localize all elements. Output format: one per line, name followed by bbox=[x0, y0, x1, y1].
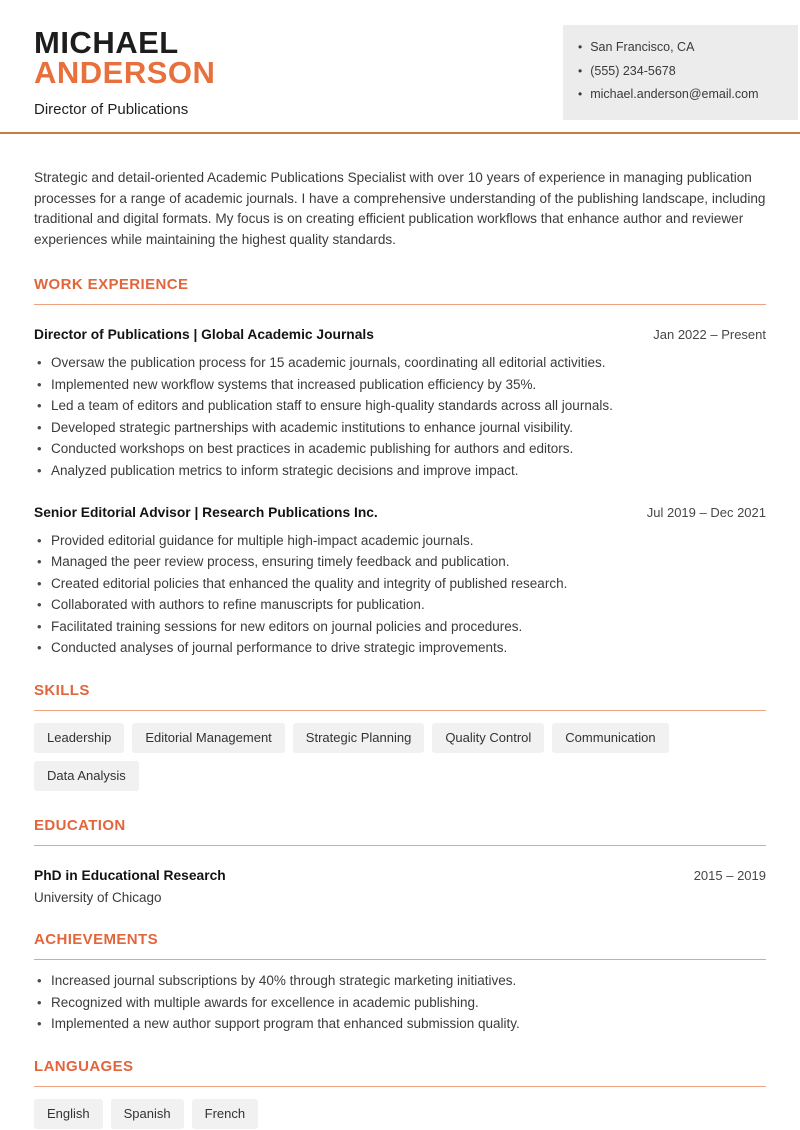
skill-tag: Leadership bbox=[34, 723, 124, 753]
language-tag: English bbox=[34, 1099, 103, 1129]
job-bullet: • Collaborated with authors to refine manuscripts for publication. bbox=[34, 597, 766, 613]
summary-paragraph: Strategic and detail-oriented Academic Publications Specialist with over 10 years of experience in managing publication processes for a range of academic journals. I have a comprehensive understanding of the publishing landscape, including traditional and digital formats. My focus is on creating efficient publication workflows that enhance author and reviewer experiences while maintaining the highest quality standards. bbox=[34, 170, 766, 247]
resume-body bbox=[0, 168, 800, 1129]
skill-tag: Communication bbox=[552, 723, 668, 753]
section-work-experience bbox=[34, 276, 766, 656]
job-entry bbox=[34, 505, 766, 657]
section-skills bbox=[34, 682, 766, 791]
job-bullet: • Conducted workshops on best practices in academic publishing for authors and editors. bbox=[34, 441, 766, 457]
first-name: MICHAEL bbox=[34, 25, 179, 60]
job-bullet-list bbox=[34, 355, 766, 479]
last-name: ANDERSON bbox=[34, 55, 216, 90]
skills-heading: SKILLS bbox=[34, 682, 766, 711]
job-entry bbox=[34, 327, 766, 479]
contact-location bbox=[578, 36, 783, 60]
job-dates: Jul 2019 – Dec 2021 bbox=[646, 504, 766, 520]
job-bullet: • Analyzed publication metrics to inform strategic decisions and improve impact. bbox=[34, 463, 766, 479]
job-bullet: • Implemented new workflow systems that increased publication efficiency by 35%. bbox=[34, 377, 766, 393]
bullet-icon: • bbox=[578, 63, 583, 78]
achievement-bullet: • Recognized with multiple awards for excellence in academic publishing. bbox=[34, 995, 766, 1011]
job-bullet: • Managed the peer review process, ensuring timely feedback and publication. bbox=[34, 554, 766, 570]
skill-tag: Strategic Planning bbox=[293, 723, 425, 753]
job-title: Director of Publications | Global Academic Journals bbox=[34, 327, 374, 343]
skill-tag: Quality Control bbox=[432, 723, 544, 753]
bullet-icon: • bbox=[578, 40, 583, 54]
resume-header bbox=[0, 0, 800, 119]
contact-email bbox=[578, 83, 783, 107]
section-achievements bbox=[34, 931, 766, 1032]
job-entry-header bbox=[34, 505, 766, 520]
job-entry-header bbox=[34, 327, 766, 342]
education-dates: 2015 – 2019 bbox=[693, 868, 766, 884]
job-bullet: • Developed strategic partnerships with academic institutions to enhance journal visibility. bbox=[34, 420, 766, 436]
job-bullet: • Provided editorial guidance for multiple high-impact academic journals. bbox=[34, 533, 766, 549]
section-languages bbox=[34, 1058, 766, 1129]
skill-tag: Editorial Management bbox=[132, 723, 284, 753]
skill-tag: Data Analysis bbox=[34, 761, 139, 791]
skills-tag-row bbox=[34, 723, 766, 791]
achievement-bullet: • Implemented a new author support program that enhanced submission quality. bbox=[34, 1016, 766, 1032]
contact-card bbox=[563, 25, 798, 120]
languages-tag-row bbox=[34, 1099, 766, 1129]
education-heading: EDUCATION bbox=[34, 817, 766, 846]
job-bullet: • Oversaw the publication process for 15 academic journals, coordinating all editorial activities. bbox=[34, 355, 766, 371]
section-education bbox=[34, 817, 766, 905]
job-bullet: • Led a team of editors and publication staff to ensure high-quality standards across all journals. bbox=[34, 398, 766, 414]
job-title: Senior Editorial Advisor | Research Publications Inc. bbox=[34, 504, 378, 520]
work-experience-heading: WORK EXPERIENCE bbox=[34, 276, 766, 305]
contact-phone-text: (555) 234-5678 bbox=[590, 63, 676, 78]
contact-email-text: michael.anderson@email.com bbox=[590, 87, 759, 101]
language-tag: Spanish bbox=[111, 1099, 184, 1129]
education-school: University of Chicago bbox=[34, 890, 162, 906]
language-tag: French bbox=[192, 1099, 258, 1129]
job-bullet: • Created editorial policies that enhanced the quality and integrity of published research. bbox=[34, 576, 766, 592]
achievement-bullet: • Increased journal subscriptions by 40% through strategic marketing initiatives. bbox=[34, 973, 766, 989]
contact-phone bbox=[578, 60, 783, 84]
education-entry-header bbox=[34, 868, 766, 883]
languages-heading: LANGUAGES bbox=[34, 1058, 766, 1087]
education-degree: PhD in Educational Research bbox=[34, 868, 226, 884]
header-job-title: Director of Publications bbox=[34, 101, 189, 118]
achievements-bullet-list bbox=[34, 973, 766, 1032]
bullet-icon: • bbox=[578, 87, 583, 101]
header-divider bbox=[0, 132, 800, 134]
job-bullet: • Facilitated training sessions for new editors on journal policies and procedures. bbox=[34, 619, 766, 635]
achievements-heading: ACHIEVEMENTS bbox=[34, 931, 766, 960]
job-bullet: • Conducted analyses of journal performance to drive strategic improvements. bbox=[34, 640, 766, 656]
contact-location-text: San Francisco, CA bbox=[590, 40, 695, 54]
job-dates: Jan 2022 – Present bbox=[653, 327, 766, 343]
job-bullet-list bbox=[34, 533, 766, 657]
